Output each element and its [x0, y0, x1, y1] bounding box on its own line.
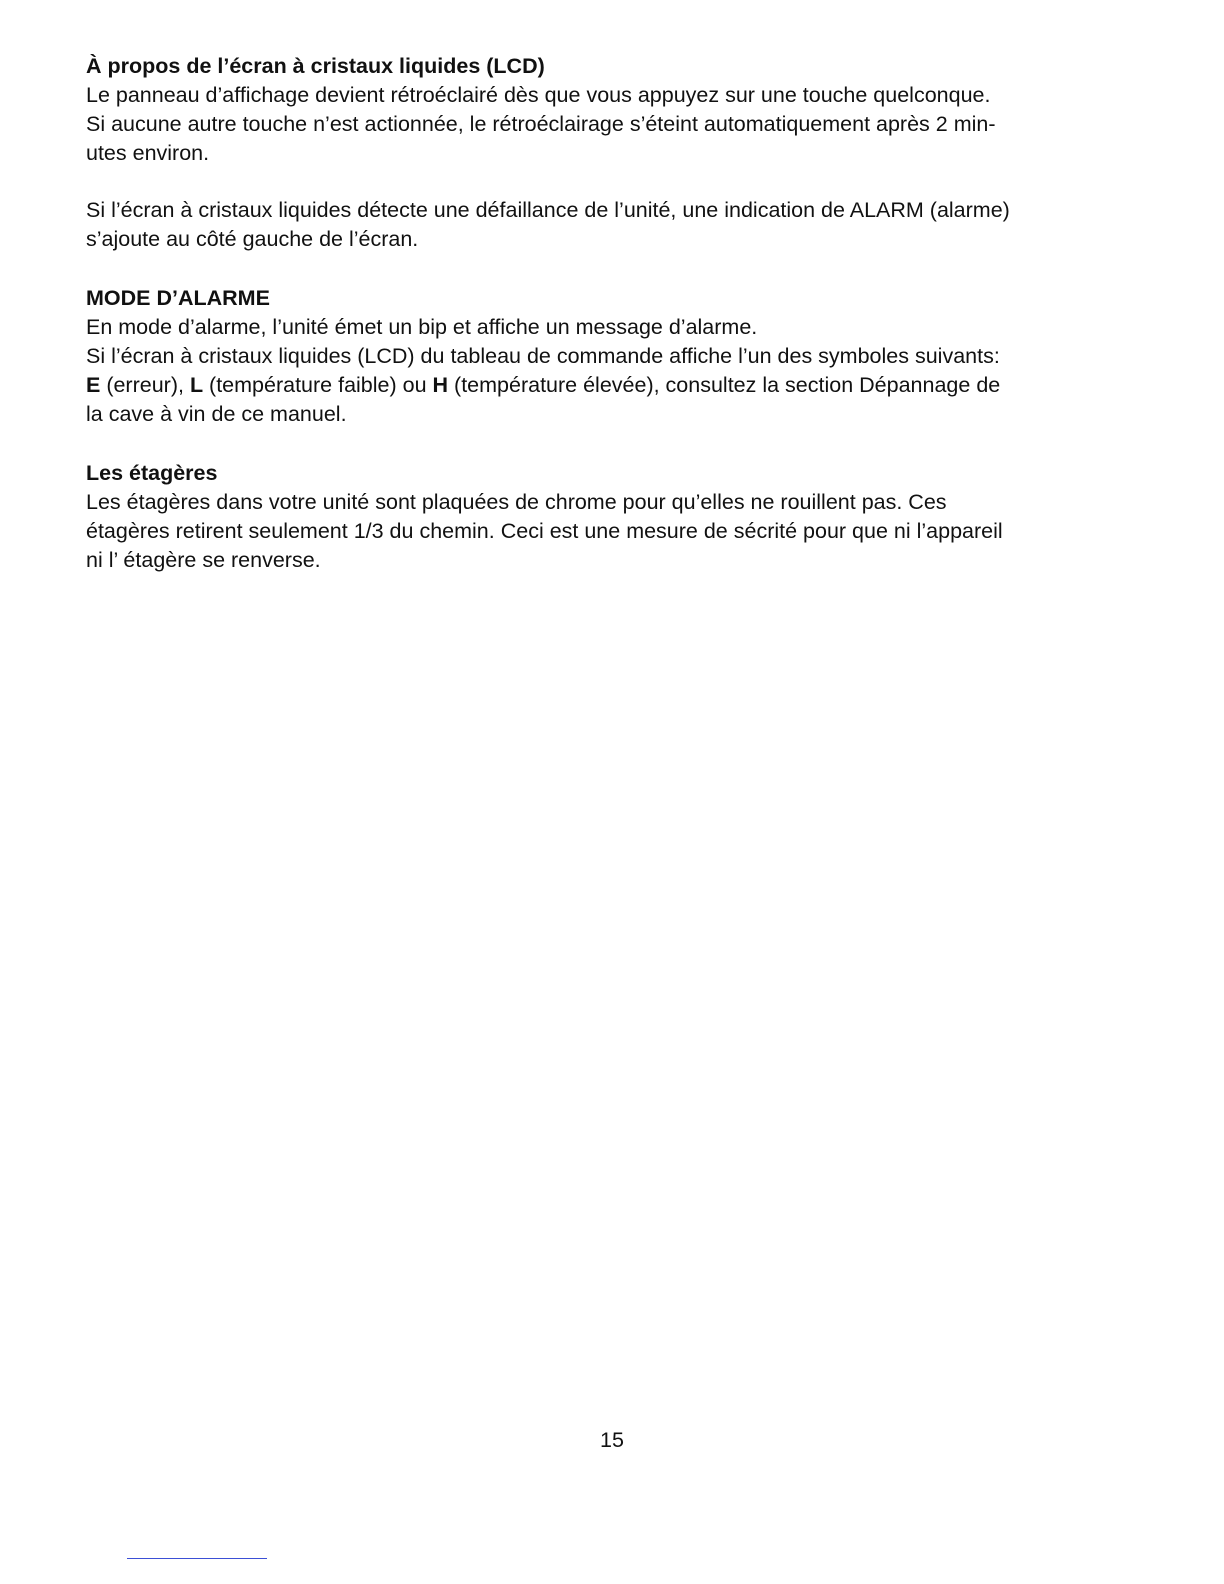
- paragraph-line: ni l’ étagère se renverse.: [86, 548, 321, 572]
- paragraph-line: Si l’écran à cristaux liquides (LCD) du tableau de commande affiche l’un des symboles suivants:: [86, 344, 1000, 368]
- symbol-l-text: (température faible) ou: [203, 373, 433, 397]
- section-gap: [86, 254, 1146, 284]
- paragraph-line: étagères retirent seulement 1/3 du chemin. Ceci est une mesure de sécrité pour que ni l’appareil: [86, 519, 1003, 543]
- section-gap: [86, 429, 1146, 459]
- paragraph-line: En mode d’alarme, l’unité émet un bip et affiche un message d’alarme.: [86, 315, 758, 339]
- symbols-line: [86, 371, 1146, 400]
- document-page: [86, 52, 1146, 575]
- section-alarm-mode: [86, 284, 1146, 429]
- symbol-e: E: [86, 373, 101, 397]
- section-title-shelves: Les étagères: [86, 461, 218, 485]
- paragraph-line: s’ajoute au côté gauche de l’écran.: [86, 227, 419, 251]
- paragraph-line: la cave à vin de ce manuel.: [86, 402, 347, 426]
- symbol-h: H: [432, 373, 449, 397]
- paragraph-line: Si l’écran à cristaux liquides détecte une défaillance de l’unité, une indication de ALARM (alarme): [86, 198, 1010, 222]
- paragraph-line: Le panneau d’affichage devient rétroéclairé dès que vous appuyez sur une touche quelconque.: [86, 83, 991, 107]
- section-title-alarm-mode: MODE D’ALARME: [86, 286, 270, 310]
- paragraph-line: Si aucune autre touche n’est actionnée, le rétroéclairage s’éteint automatiquement après 2 min-: [86, 112, 996, 136]
- symbol-e-text: (erreur),: [100, 373, 190, 397]
- paragraph-line: utes environ.: [86, 141, 210, 165]
- section-lcd: [86, 52, 1146, 254]
- section-title-lcd: À propos de l’écran à cristaux liquides (LCD): [86, 54, 545, 78]
- footer-rule: [127, 1558, 267, 1559]
- page-number: 15: [600, 1428, 624, 1452]
- symbol-l: L: [189, 373, 204, 397]
- paragraph-gap: [86, 168, 1146, 196]
- symbol-h-text: (température élevée), consultez la section Dépannage de: [448, 373, 1001, 397]
- section-shelves: [86, 459, 1146, 575]
- paragraph-line: Les étagères dans votre unité sont plaquées de chrome pour qu’elles ne rouillent pas. Ces: [86, 490, 947, 514]
